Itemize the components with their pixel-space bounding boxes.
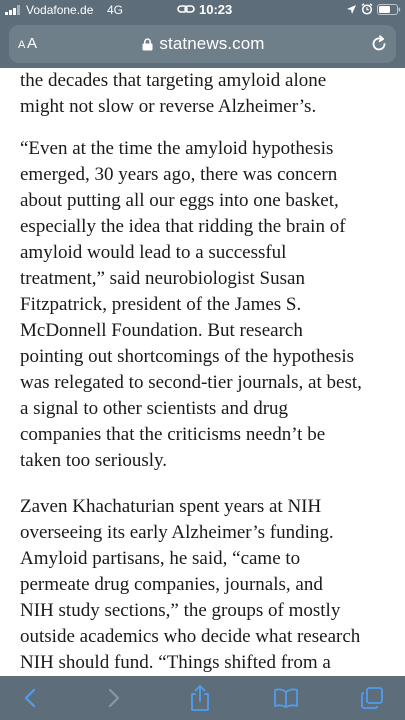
paragraph-line: NIH study sections,” the groups of mostly xyxy=(20,600,341,621)
paragraph-line: a signal to other scientists and drug xyxy=(20,398,289,419)
paragraph-line: might not slow or reverse Alzheimer’s. xyxy=(20,96,317,117)
address-bar[interactable] xyxy=(9,25,396,63)
paragraph-line: emerged, 30 years ago, there was concern xyxy=(20,164,338,185)
carrier-name: Vodafone.de xyxy=(26,3,94,17)
text-size-button[interactable] xyxy=(18,33,44,55)
paragraph-line: McDonnell Foundation. But research xyxy=(20,320,303,341)
signal-icon xyxy=(5,5,21,15)
network-type: 4G xyxy=(107,3,124,17)
paragraph-line: Fitzpatrick, president of the James S. xyxy=(20,294,302,315)
status-time: 10:23 xyxy=(199,2,233,17)
url-display[interactable] xyxy=(9,25,396,63)
link-icon xyxy=(177,4,195,14)
text-size-small-label: A xyxy=(18,39,26,51)
paragraph-line: treatment,” said neurobiologist Susan xyxy=(20,268,305,289)
paragraph-line: especially the idea that ridding the brain of xyxy=(20,216,346,237)
paragraph-line: companies that the criticisms needn’t be xyxy=(20,424,326,445)
article-paragraph xyxy=(20,136,362,474)
paragraph-line: overseeing its early Alzheimer’s funding. xyxy=(20,522,334,543)
share-icon xyxy=(189,684,211,712)
paragraph-line: outside academics who decide what research xyxy=(20,626,361,647)
paragraph-line: Amyloid partisans, he said, “came to xyxy=(20,548,301,569)
paragraph-line: “Even at the time the amyloid hypothesis xyxy=(20,138,334,159)
tabs-button[interactable] xyxy=(350,676,394,720)
bookmarks-button[interactable] xyxy=(264,676,308,720)
browser-top-chrome xyxy=(0,0,405,68)
url-text: statnews.com xyxy=(159,34,265,53)
paragraph-line: taken too seriously. xyxy=(20,450,168,471)
bookmarks-icon xyxy=(273,687,299,709)
share-button[interactable] xyxy=(178,676,222,720)
paragraph-line: about putting all our eggs into one basket, xyxy=(20,190,339,211)
forward-button[interactable] xyxy=(92,676,136,720)
back-button[interactable] xyxy=(8,676,52,720)
paragraph-line: pointing out shortcomings of the hypothesis xyxy=(20,346,355,367)
browser-toolbar xyxy=(0,676,405,720)
paragraph-line: permeate drug companies, journals, and xyxy=(20,574,323,595)
paragraph-line: was relegated to second-tier journals, at best, xyxy=(20,372,362,393)
location-icon xyxy=(346,4,357,15)
alarm-icon xyxy=(361,3,373,15)
text-size-large-label: A xyxy=(27,35,38,52)
paragraph-line: Zaven Khachaturian spent years at NIH xyxy=(20,496,322,517)
lock-icon xyxy=(142,38,153,51)
back-icon xyxy=(23,687,37,709)
battery-icon xyxy=(377,4,401,15)
reload-icon[interactable] xyxy=(369,34,389,54)
article-paragraph xyxy=(20,494,360,676)
paragraph-line: the decades that targeting amyloid alone xyxy=(20,70,327,91)
forward-icon xyxy=(107,687,121,709)
tabs-icon xyxy=(360,686,384,710)
paragraph-line: amyloid would lead to a successful xyxy=(20,242,287,263)
paragraph-line: NIH should fund. “Things shifted from a xyxy=(20,652,331,673)
status-bar xyxy=(0,0,405,20)
article-paragraph xyxy=(20,68,326,120)
